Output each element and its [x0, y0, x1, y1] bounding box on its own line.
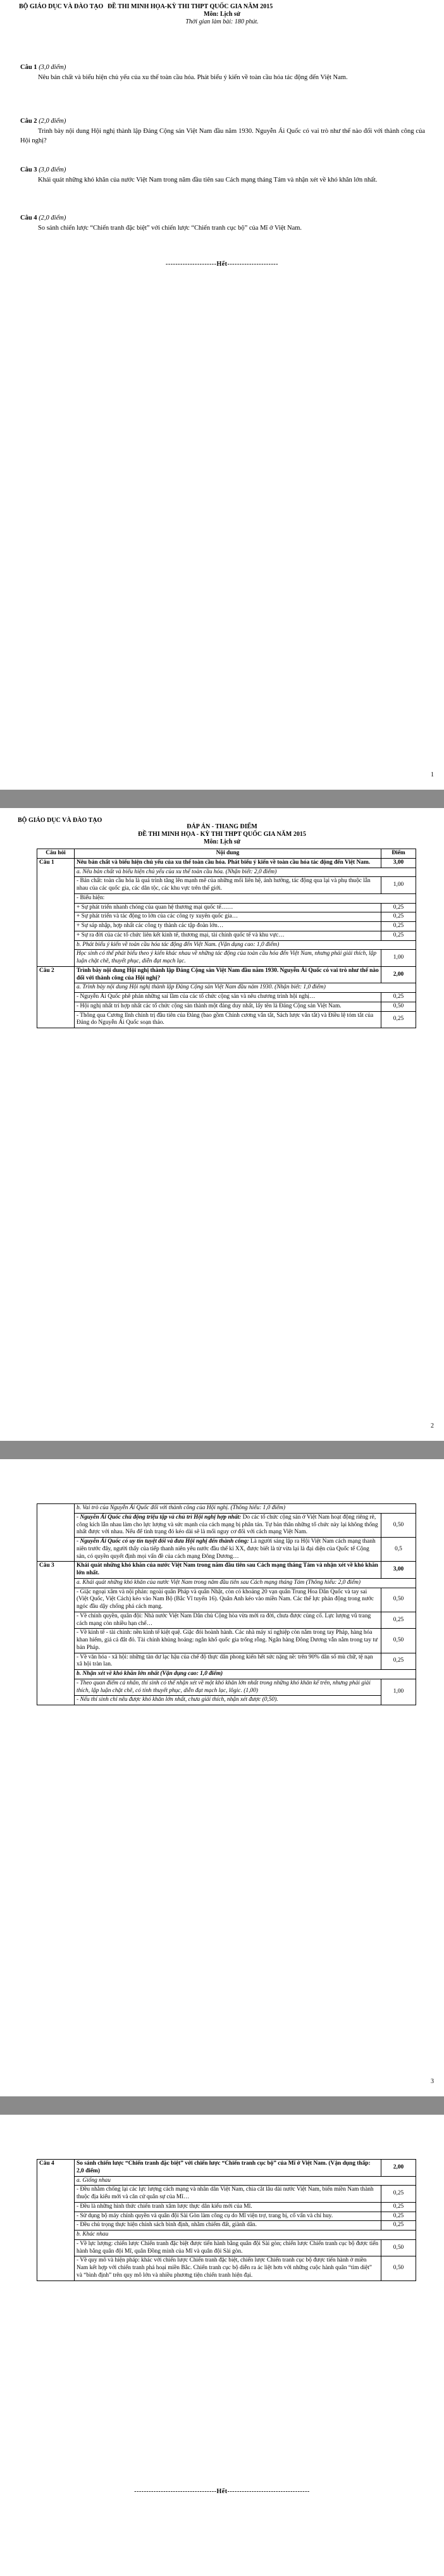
item-score: 0,25 — [381, 912, 416, 922]
answer-subject: Môn: Lịch sử — [204, 838, 240, 845]
ministry-name: BỘ GIÁO DỤC VÀ ĐÀO TẠO — [18, 817, 102, 824]
answer-item: + Sự sáp nhập, hợp nhất các công ty thành các tập đoàn lớn… — [75, 922, 381, 931]
question-score: 2,00 — [381, 2160, 416, 2177]
page-2-answer-key — [0, 808, 444, 1441]
question-label: Câu 2 — [20, 118, 37, 125]
item-score: 0,25 — [381, 922, 416, 931]
item-score: 0,25 — [381, 1653, 416, 1670]
answer-item: + Sự ra đời của các tổ chức liên kết kinh tế, thương mại, tài chính quốc tế và khu vực… — [75, 931, 381, 940]
answer-table — [37, 849, 416, 1028]
answer-end-mark: ----------------------------------Hết---------------------------------- — [134, 2488, 310, 2495]
item-text: Là người sáng lập ra Hội Việt Nam cách mạng thanh niên trước đây, người thấy của tiếp thanh niên yêu nước đầu thế kỉ XX, được biết là từ vừa lại là đại diện của Quốc tế Cộng sản, có quyền quyết định mọi vấn đề của cách mạng Đông Dương… — [77, 1538, 376, 1560]
item-lead: - Nguyễn Ái Quốc có uy tín tuyệt đối và đưa Hội nghị đến thành công: — [77, 1538, 249, 1545]
section-heading: b. Vai trò của Nguyễn Ái Quốc đối với thành công của Hội nghị. (Thông hiểu: 1,0 điểm) — [75, 1504, 416, 1514]
section-heading: a. Trình bày nội dung Hội nghị thành lập Đảng Cộng sản Việt Nam đầu năm 1930. (Nhận biết: 1,0 điểm) — [75, 983, 416, 993]
answer-item: + Sự phát triển và tác động to lớn của các công ty xuyên quốc gia… — [75, 912, 381, 922]
section-heading: a. Nêu bản chất và biểu hiện chủ yếu của xu thế toàn cầu hóa. (Nhận biết: 2,0 điểm) — [75, 868, 416, 877]
item-score: 0,25 — [381, 2186, 416, 2203]
item-score: 0,50 — [381, 2256, 416, 2280]
exam-end-mark: ---------------------Hết--------------------- — [166, 261, 278, 268]
page-1-exam — [0, 0, 444, 790]
table-row — [37, 1504, 416, 1514]
answer-item: - Hội nghị nhất trí hợp nhất các tổ chức cộng sản thành một đảng duy nhất, lấy tên là Đảng Cộng sản Việt Nam. — [75, 1002, 381, 1011]
item-score: 0,25 — [381, 2202, 416, 2212]
question-title: Nêu bản chất và biểu hiện chủ yếu của xu thế toàn cầu hóa. Phát biểu ý kiến về toàn cầu hóa tác động đến Việt Nam. — [75, 858, 381, 868]
question-cell: Câu 2 — [37, 966, 75, 1028]
page-number: 1 — [431, 771, 434, 778]
header-content: Nội dung — [75, 849, 381, 859]
answer-item: Học sinh có thể phát biểu theo ý kiến khác nhau về những tác động của toàn cầu hóa đến Việt Nam, nhưng phải giải thích, lập luận chặt chẽ, thuyết phục, diễn đạt mạch lạc. — [75, 950, 381, 967]
question-label: Câu 1 — [20, 64, 37, 71]
question-text: Trình bày nội dung Hội nghị thành lập Đảng Cộng sản Việt Nam đầu năm 1930. Nguyễn Ái Quốc có vai trò như thế nào đối với thành công của Hội nghị? — [20, 128, 425, 144]
answer-item: - Thông qua Cương lĩnh chính trị đầu tiên của Đảng (bao gồm Chính cương vắn tắt, Sách lược vắn tắt) và Điều lệ tóm tắt của Đảng do Nguyễn Ái Quốc soạn thảo. — [75, 1011, 381, 1028]
item-score: 0,50 — [381, 2239, 416, 2256]
section-heading: a. Giống nhau — [75, 2176, 416, 2186]
answer-item: - Biểu hiện: — [75, 893, 416, 903]
answer-item: - Nếu thí sinh chỉ nêu được khó khăn lớn nhất, chưa giải thích, nhận xét được (0,50). — [75, 1696, 381, 1705]
item-score: 0,25 — [381, 903, 416, 912]
answer-item: - Về lực lượng: chiến lược Chiến tranh đặc biệt được tiến hành bằng quân đội Sài gòn; chiến lược Chiến tranh cục bộ được tiến hành bằng quân đội Mĩ, quân Đồng minh của Mĩ và quân đội Sài gòn. — [75, 2239, 381, 2256]
item-score: 1,00 — [381, 950, 416, 967]
table-header-row — [37, 849, 416, 859]
question-score: 3,00 — [381, 1562, 416, 1579]
item-score: 0,50 — [381, 1513, 416, 1537]
item-score: 0,25 — [381, 1011, 416, 1028]
item-score: 1,00 — [381, 877, 416, 894]
item-lead: - Nguyễn Ái Quốc chủ động triệu tập và chủ trì Hội nghị hợp nhất: — [77, 1514, 242, 1521]
item-score: 0,25 — [381, 2212, 416, 2221]
table-row — [37, 858, 416, 868]
answer-table — [37, 2159, 416, 2281]
answer-item: - Đều nhằm chống lại các lực lượng cách mạng và nhân dân Việt Nam, chia cắt lâu dài nước Việt Nam, biến miền Nam thành thuộc địa kiểu mới và căn cứ quân sự của Mĩ… — [75, 2186, 381, 2203]
question-title: So sánh chiến lược “Chiến tranh đặc biệt” với chiến lược “Chiến tranh cục bộ” của Mĩ ở Việt Nam. (Vận dụng thấp: 2,0 điểm) — [75, 2160, 381, 2177]
item-score: 0,50 — [381, 1629, 416, 1653]
page-4-answer-key — [0, 2115, 444, 2576]
answer-item: - Bản chất: toàn cầu hóa là quá trình tăng lên mạnh mẽ của những mối liên hệ, ảnh hưởng, tác động qua lại và phụ thuộc lẫn nhau của các quốc gia, các dân tộc, các khu vực trên thế giới. — [75, 877, 381, 894]
answer-item: - Nguyễn Ái Quốc phê phán những sai lầm của các tổ chức cộng sản và nêu chương trình hội nghị… — [75, 993, 381, 1002]
item-score: 0,25 — [381, 2221, 416, 2231]
answer-item: - Về chính quyền, quân đội: Nhà nước Việt Nam Dân chủ Cộng hòa vừa mới ra đời, chưa được củng cố. Lực lượng vũ trang cách mạng còn nhiều hạn chế… — [75, 1612, 381, 1629]
question-3 — [20, 166, 425, 185]
page-3-answer-key — [0, 1459, 444, 2096]
section-heading: a. Khái quát những khó khăn của nước Việt Nam trong năm đầu tiên sau Cách mạng tháng Tám (Thông hiểu: 2,0 điểm) — [75, 1578, 416, 1588]
item-score: 0,50 — [381, 1588, 416, 1612]
page-number: 3 — [431, 2078, 434, 2085]
question-points: (3,0 điểm) — [39, 166, 66, 173]
answer-item — [75, 1513, 381, 1537]
item-score: 0,25 — [381, 931, 416, 940]
question-score: 3,00 — [381, 858, 416, 868]
section-heading: b. Nhận xét về khó khăn lớn nhất (Vận dụng cao: 1,0 điểm) — [75, 1670, 416, 1679]
item-score: 0,5 — [381, 1538, 416, 1562]
question-cell: Câu 4 — [37, 2160, 75, 2281]
question-points: (2,0 điểm) — [39, 118, 66, 125]
question-cell: Câu 3 — [37, 1562, 75, 1705]
item-score: 0,25 — [381, 993, 416, 1002]
page-number: 2 — [431, 1422, 434, 1429]
ministry-name: BỘ GIÁO DỤC VÀ ĐÀO TẠO — [19, 3, 104, 10]
question-text: So sánh chiến lược “Chiến tranh đặc biệt” với chiến lược “Chiến tranh cục bộ” của Mĩ ở Việt Nam. — [38, 225, 302, 232]
answer-item: - Về văn hóa - xã hội: những tàn dư lạc hậu của chế độ thực dân phong kiến hết sức nặng nề: trên 90% dân số mù chữ, tệ nạn xã hội tràn lan. — [75, 1653, 381, 1670]
question-4 — [20, 214, 425, 233]
question-text: Khái quát những khó khăn của nước Việt Nam trong năm đầu tiên sau Cách mạng tháng Tám và nhận xét về khó khăn lớn nhất. — [38, 177, 378, 184]
answer-table — [37, 1503, 416, 1705]
question-score: 2,00 — [381, 966, 416, 983]
question-cell-continued — [37, 1504, 75, 1562]
table-row — [37, 966, 416, 983]
answer-item: - Sử dụng bộ máy chính quyền và quân đội Sài Gòn làm công cụ do Mĩ viện trợ, trang bị, cố vấn và chỉ huy. — [75, 2212, 381, 2221]
question-points: (2,0 điểm) — [39, 215, 66, 221]
header-score: Điểm — [381, 849, 416, 859]
exam-subject: Môn: Lịch sử — [204, 11, 240, 18]
answer-item: + Sự phát triển nhanh chóng của quan hệ thương mại quốc tế…… — [75, 903, 381, 912]
exam-time: Thời gian làm bài: 180 phút. — [185, 18, 259, 25]
table-row — [37, 1562, 416, 1579]
question-2 — [20, 117, 425, 146]
exam-title: ĐỀ THI MINH HỌA-KỲ THI THPT QUỐC GIA NĂM 2015 — [108, 3, 273, 10]
table-row — [37, 2160, 416, 2177]
section-heading: b. Phát biểu ý kiến về toàn cầu hóa tác động đến Việt Nam. (Vận dụng cao: 1,0 điểm) — [75, 940, 416, 950]
question-title: Khái quát những khó khăn của nước Việt Nam trong năm đầu tiên sau Cách mạng tháng Tám và nhận xét về khó khăn lớn nhất. — [75, 1562, 381, 1579]
question-label: Câu 3 — [20, 166, 37, 173]
question-label: Câu 4 — [20, 215, 37, 221]
answer-item — [75, 1538, 381, 1562]
answer-title: ĐÁP ÁN - THANG ĐIỂM — [187, 823, 257, 830]
header-question: Câu hỏi — [37, 849, 75, 859]
question-points: (3,0 điểm) — [39, 64, 66, 71]
answer-item: - Về kinh tế - tài chính: nền kinh tế kiệt quệ. Giặc đói hoành hành. Các nhà máy xí nghiệp còn nằm trong tay Pháp, hàng hóa khan hiếm, giá cả đắt đỏ. Tài chính khủng hoảng: ngân khố quốc gia trống rỗng. Ngân hàng Đông Dương vẫn nằm trong tay tư bản Pháp. — [75, 1629, 381, 1653]
answer-item: - Giặc ngoại xâm và nội phản: ngoài quân Pháp và quân Nhật, còn có khoảng 20 vạn quân Trung Hoa Dân Quốc và tay sai (Việt Quốc, Việt Cách) kéo vào Nam Bộ (Bắc Vĩ tuyến 16). Quân Anh kéo vào miền Nam. Các thế lực phản động trong nước ngóc đầu dậy chống phá cách mạng. — [75, 1588, 381, 1612]
item-score: 0,25 — [381, 1612, 416, 1629]
answer-subtitle: ĐỀ THI MINH HỌA - KỲ THI THPT QUỐC GIA NĂM 2015 — [138, 831, 306, 838]
answer-item: - Đều chủ trọng thực hiện chính sách bình định, nhằm chiếm đất, giành dân. — [75, 2221, 381, 2231]
question-title: Trình bày nội dung Hội nghị thành lập Đảng Cộng sản Việt Nam đầu năm 1930. Nguyễn Ái Quốc có vai trò như thế nào đối với thành công của Hội nghị? — [75, 966, 381, 983]
item-score: 0,50 — [381, 1002, 416, 1011]
item-score: 1,00 — [381, 1679, 416, 1705]
answer-item: - Về quy mô và hiện pháp: khác với chiến lược Chiến tranh đặc biệt, chiến lược Chiến tranh cục bộ được tiến hành ở miền Nam kết hợp với chiến tranh phá hoại miền Bắc. Chiến tranh cục bộ diễn ra ác liệt hơn với những cuộc hành quân “tìm diệt” và “bình định” trên quy mô lớn và nhiều phương tiện chiến tranh hiện đại. — [75, 2256, 381, 2280]
section-heading: b. Khác nhau — [75, 2231, 416, 2240]
question-1 — [20, 63, 425, 83]
answer-item: - Đều là những hình thức chiến tranh xâm lược thực dân kiểu mới của Mĩ. — [75, 2202, 381, 2212]
question-cell: Câu 1 — [37, 858, 75, 966]
answer-item: - Theo quan điểm cá nhân, thí sinh có thể nhận xét về một khó khăn lớn nhất trong những khó khăn kể trên, nhưng phải giải thích, lập luận chặt chẽ, có tính thuyết phục, diễn đạt mạch lạc, lôgic. (1,00) — [75, 1679, 381, 1696]
item-text: Do các tổ chức cộng sản ở Việt Nam hoạt động riêng rẽ, công kích lẫn nhau làm cho lực lượng và sức mạnh của cách mạng bị phân tán. Tự bản thân những tổ chức này lại không thống nhất được với nhau. Nếu để tình trạng đó kéo dài sẽ là mối nguy cơ đối với cách mạng Việt Nam. — [77, 1514, 378, 1536]
question-text: Nêu bản chất và biểu hiện chủ yếu của xu thế toàn cầu hóa. Phát biểu ý kiến về toàn cầu hóa tác động đến Việt Nam. — [38, 74, 348, 82]
